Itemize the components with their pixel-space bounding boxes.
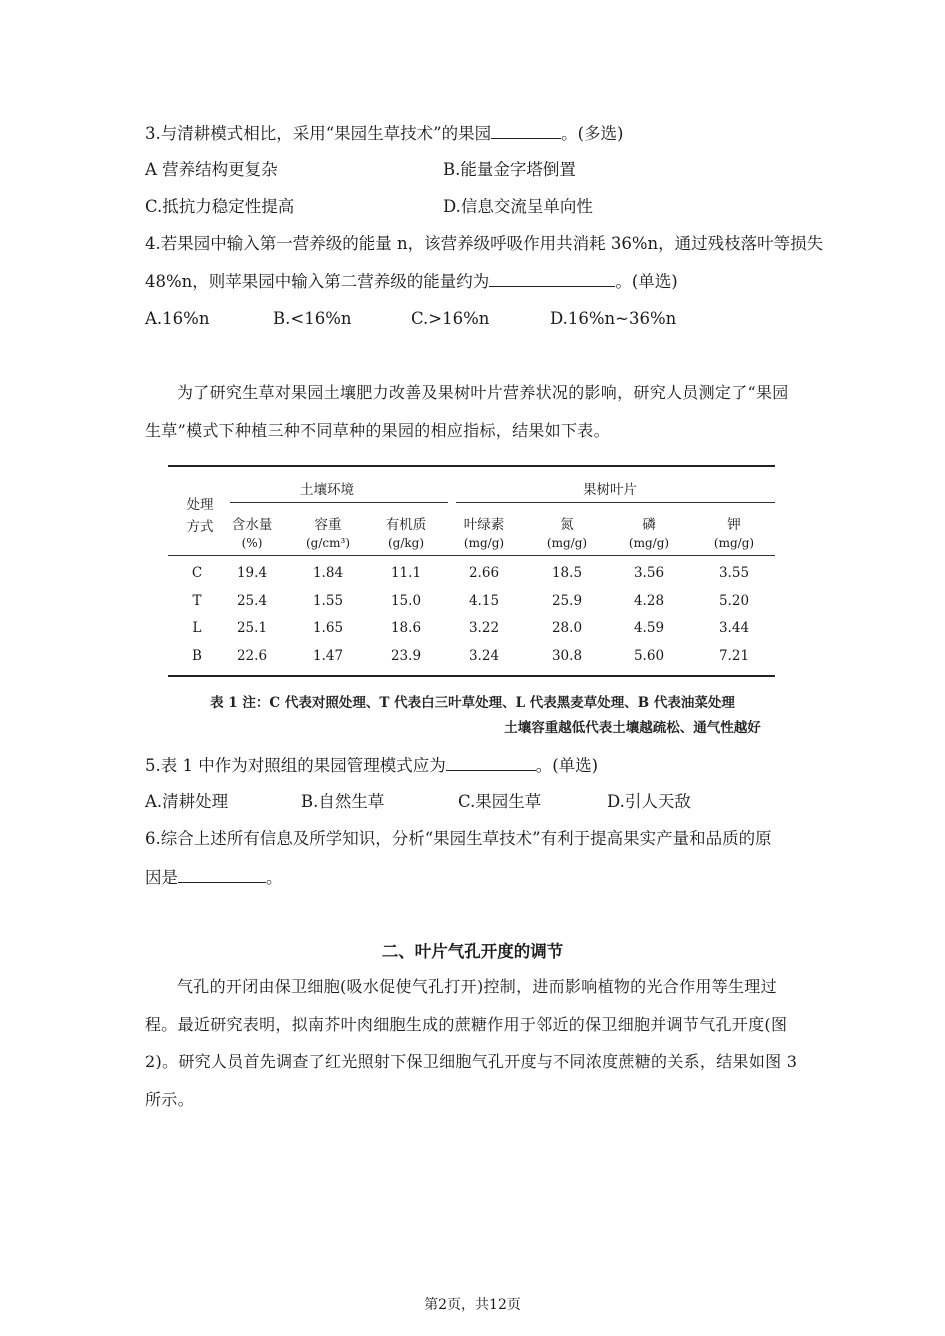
table-cell: 25.9 xyxy=(551,593,583,609)
table-cell: 3.55 xyxy=(718,565,750,581)
section2-line1: 气孔的开闭由保卫细胞(吸水促使气孔打开)控制，进而影响植物的光合作用等生理过 xyxy=(177,977,777,996)
results-table xyxy=(168,465,775,677)
col-header-water: 含水量 xyxy=(231,517,273,533)
q4-option-c: C.>16%n xyxy=(411,309,490,328)
q4-option-d: D.16%n~36%n xyxy=(550,309,677,328)
row-header-1: 处理 xyxy=(186,497,214,513)
q5-option-d: D.引人天敌 xyxy=(607,792,691,811)
q4-option-a: A.16%n xyxy=(145,309,210,328)
q5-answer-blank[interactable] xyxy=(446,754,536,771)
col-header-phosphorus: 磷 xyxy=(642,517,656,533)
q5-option-a: A.清耕处理 xyxy=(145,792,229,811)
col-unit-density: (g/cm³) xyxy=(306,536,350,550)
table-caption-line1: 表 1 注：C 代表对照处理、T 代表白三叶草处理、L 代表黑麦草处理、B 代表油菜处理 xyxy=(210,695,735,711)
table-cell: 25.1 xyxy=(236,620,268,636)
q3-option-c: C.抵抗力稳定性提高 xyxy=(145,197,295,216)
row-label: B xyxy=(192,648,202,664)
q4-answer-blank[interactable] xyxy=(489,270,615,287)
section2-line2: 程。最近研究表明，拟南芥叶肉细胞生成的蔗糖作用于邻近的保卫细胞并调节气孔开度(图 xyxy=(145,1015,788,1034)
col-header-potassium: 钾 xyxy=(727,517,741,533)
group-header-leaf: 果树叶片 xyxy=(583,482,637,498)
q4-line2: 48%n，则苹果园中输入第二营养级的能量约为 。(单选) xyxy=(145,272,678,291)
q3-answer-blank[interactable] xyxy=(491,122,561,139)
row-label: L xyxy=(192,620,202,636)
table-cell: 1.84 xyxy=(312,565,344,581)
col-unit-water: (%) xyxy=(241,536,263,550)
table-cell: 18.5 xyxy=(551,565,583,581)
col-header-nitrogen: 氮 xyxy=(560,517,574,533)
table-caption-line2: 土壤容重越低代表土壤越疏松、通气性越好 xyxy=(504,720,761,736)
section2-line4: 所示。 xyxy=(145,1090,194,1109)
q3-option-d: D.信息交流呈单向性 xyxy=(443,197,593,216)
col-unit-organic: (g/kg) xyxy=(387,536,425,550)
row-header-2: 方式 xyxy=(186,519,214,535)
section-title: 二、叶片气孔开度的调节 xyxy=(381,942,564,961)
q3-stem: 3.与清耕模式相比，采用“果园生草技术”的果园 。(多选) xyxy=(145,124,624,143)
q4-option-b: B.<16%n xyxy=(273,309,352,328)
q6-line2: 因是 。 xyxy=(145,868,283,887)
table-cell: 3.44 xyxy=(718,620,750,636)
q3-option-a: A 营养结构更复杂 xyxy=(145,160,278,179)
q5-option-b: B.自然生草 xyxy=(301,792,385,811)
col-unit-potassium: (mg/g) xyxy=(713,536,755,550)
table-cell: 30.8 xyxy=(551,648,583,664)
table-bottom-rule xyxy=(168,675,775,677)
col-unit-chlorophyll: (mg/g) xyxy=(463,536,505,550)
q4-line1: 4.若果园中输入第一营养级的能量 n，该营养级呼吸作用共消耗 36%n，通过残枝落叶等损失 xyxy=(145,234,824,253)
intro-line2: 生草”模式下种植三种不同草种的果园的相应指标，结果如下表。 xyxy=(145,421,610,440)
q5-stem: 5.表 1 中作为对照组的果园管理模式应为 。(单选) xyxy=(145,756,599,775)
intro-line1: 为了研究生草对果园土壤肥力改善及果树叶片营养状况的影响，研究人员测定了“果园 xyxy=(177,383,789,402)
table-cell: 1.55 xyxy=(312,593,344,609)
table-cell: 28.0 xyxy=(551,620,583,636)
row-label: T xyxy=(192,593,202,609)
col-header-chlorophyll: 叶绿素 xyxy=(463,517,505,533)
table-cell: 3.24 xyxy=(468,648,500,664)
table-cell: 4.15 xyxy=(468,593,500,609)
table-cell: 5.60 xyxy=(633,648,665,664)
table-cell: 7.21 xyxy=(718,648,750,664)
table-top-rule xyxy=(168,465,775,467)
table-cell: 4.59 xyxy=(633,620,665,636)
q6-answer-blank[interactable] xyxy=(178,866,266,883)
col-unit-nitrogen: (mg/g) xyxy=(546,536,588,550)
q6-line1: 6.综合上述所有信息及所学知识，分析“果园生草技术”有利于提高果实产量和品质的原 xyxy=(145,829,772,848)
col-header-density: 容重 xyxy=(314,517,342,533)
table-cell: 1.65 xyxy=(312,620,344,636)
q5-option-c: C.果园生草 xyxy=(458,792,542,811)
table-cell: 15.0 xyxy=(390,593,422,609)
table-cell: 22.6 xyxy=(236,648,268,664)
section2-line3: 2)。研究人员首先调查了红光照射下保卫细胞气孔开度与不同浓度蔗糖的关系，结果如图 3 xyxy=(145,1052,798,1071)
group-header-soil: 土壤环境 xyxy=(300,482,354,498)
table-cell: 2.66 xyxy=(468,565,500,581)
table-cell: 3.22 xyxy=(468,620,500,636)
table-cell: 19.4 xyxy=(236,565,268,581)
table-cell: 11.1 xyxy=(390,565,422,581)
table-cell: 23.9 xyxy=(390,648,422,664)
page-number: 第2页，共12页 xyxy=(424,1297,521,1313)
table-cell: 25.4 xyxy=(236,593,268,609)
table-cell: 3.56 xyxy=(633,565,665,581)
table-cell: 18.6 xyxy=(390,620,422,636)
table-cell: 5.20 xyxy=(718,593,750,609)
row-label: C xyxy=(191,565,203,581)
q3-option-b: B.能量金字塔倒置 xyxy=(443,160,576,179)
col-header-organic: 有机质 xyxy=(385,517,427,533)
table-cell: 4.28 xyxy=(633,593,665,609)
col-unit-phosphorus: (mg/g) xyxy=(628,536,670,550)
table-cell: 1.47 xyxy=(312,648,344,664)
table-header-rule xyxy=(168,555,775,556)
